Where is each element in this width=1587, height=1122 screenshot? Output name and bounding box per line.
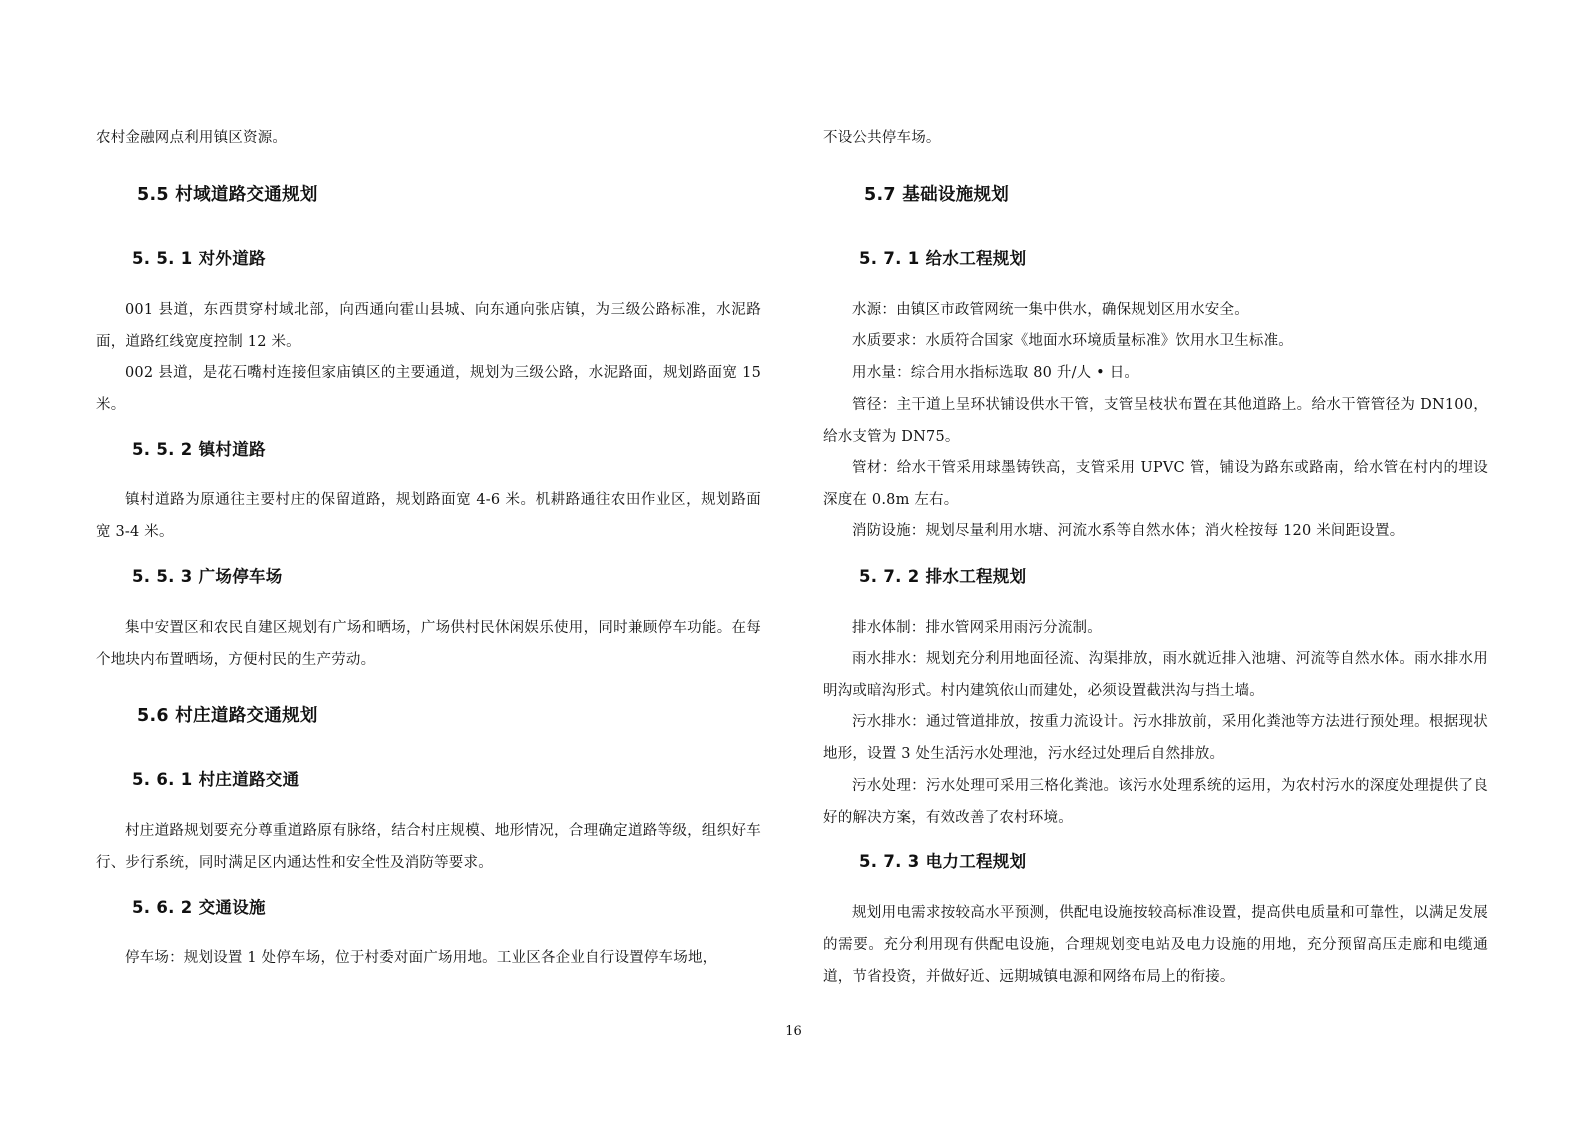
paragraph-5-5-3: 集中安置区和农民自建区规划有广场和晒场，广场供村民休闲娱乐使用，同时兼顾停车功能。在每个地块内布置晒场，方便村民的生产劳动。	[96, 620, 761, 668]
paragraph-rainwater: 雨水排水：规划充分利用地面径流、沟渠排放，雨水就近排入池塘、河流等自然水体。雨水排水用明沟或暗沟形式。村内建筑依山而建处，必须设置截洪沟与挡土墙。	[823, 651, 1488, 699]
heading-5-5: 5.5 村域道路交通规划	[137, 185, 318, 205]
heading-5-7: 5.7 基础设施规划	[864, 185, 1010, 205]
heading-5-6: 5.6 村庄道路交通规划	[137, 706, 318, 726]
paragraph-water-quality: 水质要求：水质符合国家《地面水环境质量标准》饮用水卫生标准。	[852, 333, 1293, 349]
paragraph-pipe-material: 管材：给水干管采用球墨铸铁高，支管采用 UPVC 管，铺设为路东或路南，给水管在村内的埋设深度在 0.8m 左右。	[823, 460, 1488, 508]
paragraph-water-usage: 用水量：综合用水指标选取 80 升/人 • 日。	[852, 365, 1140, 381]
heading-5-5-1: 5. 5. 1 对外道路	[132, 249, 266, 268]
paragraph-power-planning: 规划用电需求按较高水平预测，供配电设施按较高标准设置，提高供电质量和可靠性，以满足发展的需要。充分利用现有供配电设施，合理规划变电站及电力设施的用地，充分预留高压走廊和电缆通道，节省投资，并做好近、远期城镇电源和网络布局上的衔接。	[823, 905, 1488, 985]
paragraph-sewage-discharge: 污水排水：通过管道排放，按重力流设计。污水排放前，采用化粪池等方法进行预处理。根据现状地形，设置 3 处生活污水处理池，污水经过处理后自然排放。	[823, 714, 1488, 762]
paragraph-5-6-1: 村庄道路规划要充分尊重道路原有脉络，结合村庄规模、地形情况，合理确定道路等级，组织好车行、步行系统，同时满足区内通达性和安全性及消防等要求。	[96, 823, 761, 871]
heading-5-6-2: 5. 6. 2 交通设施	[132, 898, 266, 917]
paragraph-intro-right: 不设公共停车场。	[823, 130, 941, 146]
heading-5-6-1: 5. 6. 1 村庄道路交通	[132, 770, 300, 789]
paragraph-5-5-1-a: 001 县道，东西贯穿村域北部，向西通向霍山县城、向东通向张店镇，为三级公路标准，水泥路面，道路红线宽度控制 12 米。	[96, 302, 761, 350]
paragraph-5-6-2: 停车场：规划设置 1 处停车场，位于村委对面广场用地。工业区各企业自行设置停车场地，	[125, 950, 718, 966]
heading-5-7-1: 5. 7. 1 给水工程规划	[859, 249, 1027, 268]
heading-5-7-3: 5. 7. 3 电力工程规划	[859, 852, 1027, 871]
paragraph-sewage-treatment: 污水处理：污水处理可采用三格化粪池。该污水处理系统的运用，为农村污水的深度处理提供了良好的解决方案，有效改善了农村环境。	[823, 778, 1488, 826]
paragraph-5-5-1-b: 002 县道，是花石嘴村连接但家庙镇区的主要通道，规划为三级公路，水泥路面，规划路面宽 15 米。	[96, 365, 761, 413]
heading-5-7-2: 5. 7. 2 排水工程规划	[859, 567, 1027, 586]
paragraph-5-5-2: 镇村道路为原通往主要村庄的保留道路，规划路面宽 4-6 米。机耕路通往农田作业区，规划路面宽 3-4 米。	[96, 492, 761, 540]
paragraph-intro-left: 农村金融网点利用镇区资源。	[96, 130, 288, 146]
paragraph-fire-facilities: 消防设施：规划尽量利用水塘、河流水系等自然水体；消火栓按每 120 米间距设置。	[852, 523, 1405, 539]
heading-5-5-2: 5. 5. 2 镇村道路	[132, 440, 266, 459]
page-number: 16	[785, 1024, 802, 1039]
paragraph-drainage-system: 排水体制：排水管网采用雨污分流制。	[852, 620, 1102, 636]
paragraph-water-source: 水源：由镇区市政管网统一集中供水，确保规划区用水安全。	[852, 302, 1249, 318]
heading-5-5-3: 5. 5. 3 广场停车场	[132, 567, 283, 586]
paragraph-pipe-diameter: 管径：主干道上呈环状铺设供水干管，支管呈枝状布置在其他道路上。给水干管管径为 DN100，给水支管为 DN75。	[823, 397, 1488, 445]
